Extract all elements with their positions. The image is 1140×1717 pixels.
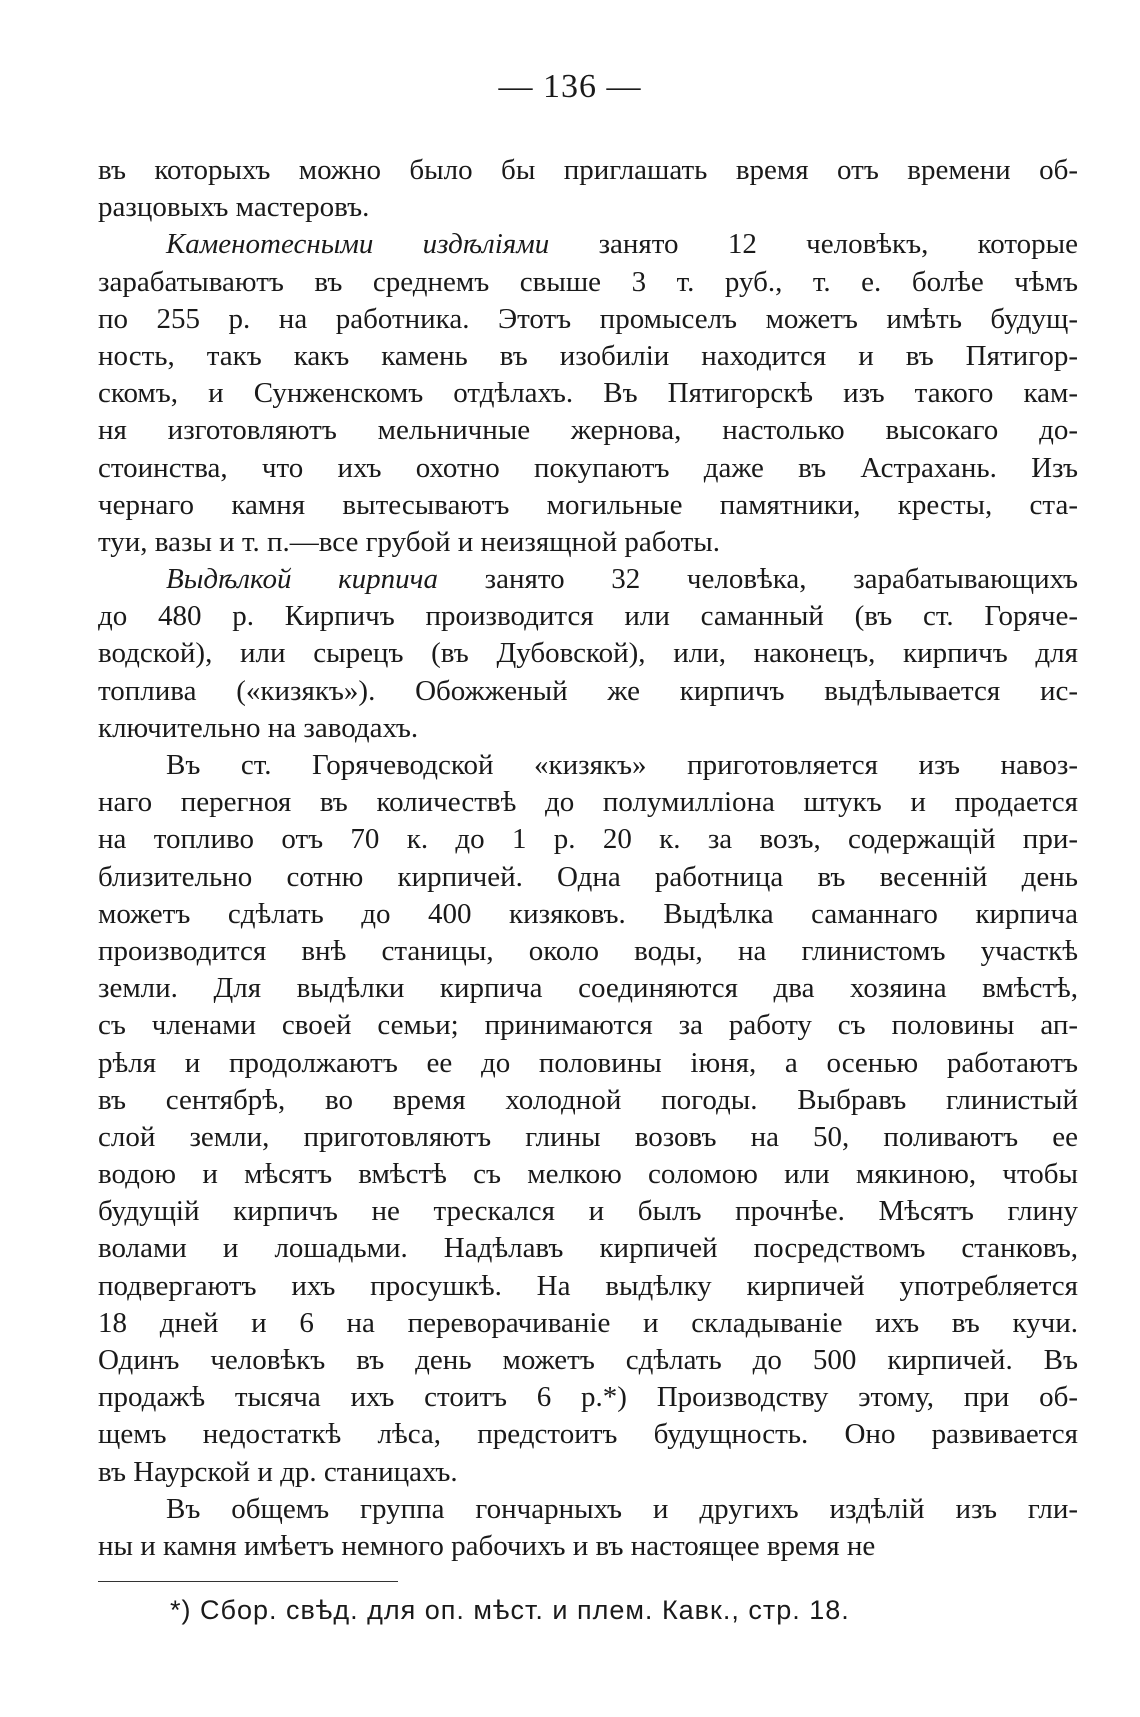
text-line <box>98 1007 1078 1044</box>
text-line <box>98 821 1078 858</box>
line-text: волами и лошадьми. Надѣлавъ кирпичей посредствомъ станковъ, <box>98 1232 1078 1265</box>
line-text: чернаго камня вытесываютъ могильные памятники, кресты, ста- <box>98 488 1078 521</box>
line-text: наго перегноя въ количествѣ до полумилліона штукъ и продается <box>98 786 1078 819</box>
line-text: продажѣ тысяча ихъ стоитъ 6 р.*) Производству этому, при об- <box>98 1381 1078 1414</box>
line-text: туи, вазы и т. п.—все грубой и неизящной работы. <box>98 525 720 558</box>
text-line <box>98 412 1078 449</box>
emphasized-term: Каменотесными издѣліями <box>166 228 550 261</box>
line-text: занято 32 человѣка, зарабатывающихъ <box>438 563 1078 596</box>
text-line <box>98 152 1078 189</box>
text-line <box>98 933 1078 970</box>
text-line <box>98 338 1078 375</box>
line-text: стоинства, что ихъ охотно покупаютъ даже въ Астрахань. Изъ <box>98 451 1078 484</box>
line-text: подвергаютъ ихъ просушкѣ. На выдѣлку кирпичей употребляется <box>98 1269 1078 1302</box>
footnote-rule <box>98 1581 398 1582</box>
text-line <box>98 561 1078 598</box>
text-line <box>98 487 1078 524</box>
text-line <box>98 1193 1078 1230</box>
line-text: ня изготовляютъ мельничные жернова, настолько высокаго до- <box>98 414 1078 447</box>
text-line <box>98 301 1078 338</box>
line-text: топлива («кизякъ»). Обожженый же кирпичъ выдѣлывается ис- <box>98 674 1078 707</box>
text-line <box>98 524 1078 561</box>
text-line <box>98 1119 1078 1156</box>
line-text: скомъ, и Сунженскомъ отдѣлахъ. Въ Пятигорскѣ изъ такого кам- <box>98 377 1078 410</box>
text-line <box>98 1268 1078 1305</box>
line-text: производится внѣ станицы, около воды, на глинистомъ участкѣ <box>98 934 1078 967</box>
text-line <box>98 450 1078 487</box>
line-text: въ Наурской и др. станицахъ. <box>98 1455 458 1488</box>
text-line <box>98 226 1078 263</box>
emphasized-term: Выдѣлкой кирпича <box>166 563 439 596</box>
text-line <box>98 598 1078 635</box>
text-line <box>98 1528 1078 1565</box>
text-line <box>98 1342 1078 1379</box>
line-text: ность, такъ какъ камень въ изобиліи находится и въ Пятигор- <box>98 339 1078 372</box>
text-line <box>98 189 1078 226</box>
text-line <box>98 1491 1078 1528</box>
line-text: ны и камня имѣетъ немного рабочихъ и въ настоящее время не <box>98 1529 876 1562</box>
line-text: занято 12 человѣкъ, которые <box>549 228 1078 261</box>
line-text: Въ ст. Горячеводской «кизякъ» приготовляется изъ навоз- <box>166 749 1078 781</box>
text-line <box>98 264 1078 301</box>
text-line <box>98 1156 1078 1193</box>
text-line <box>98 1230 1078 1267</box>
text-line <box>98 375 1078 412</box>
line-text: рѣля и продолжаютъ ее до половины іюня, а осенью работаютъ <box>98 1046 1078 1079</box>
text-line <box>98 710 1078 747</box>
text-line <box>98 1082 1078 1119</box>
line-text: до 480 р. Кирпичъ производится или саманный (въ ст. Горяче- <box>98 600 1078 633</box>
line-text: разцовыхъ мастеровъ. <box>98 191 370 224</box>
text-line <box>98 1305 1078 1342</box>
line-text: слой земли, приготовляютъ глины возовъ на 50, поливаютъ ее <box>98 1120 1078 1153</box>
text-line <box>98 784 1078 821</box>
line-text: водою и мѣсятъ вмѣстѣ съ мелкою соломою или мякиною, чтобы <box>98 1158 1078 1191</box>
text-line <box>98 859 1078 896</box>
line-text: въ которыхъ можно было бы приглашать время отъ времени об- <box>98 154 1078 186</box>
line-text: съ членами своей семьи; принимаются за работу съ половины ап- <box>98 1009 1078 1042</box>
text-line <box>98 1454 1078 1491</box>
text-line <box>98 747 1078 784</box>
text-line <box>98 970 1078 1007</box>
line-text: Одинъ человѣкъ въ день можетъ сдѣлать до 500 кирпичей. Въ <box>98 1344 1078 1376</box>
line-text: земли. Для выдѣлки кирпича соединяются два хозяина вмѣстѣ, <box>98 972 1078 1005</box>
page-number: — 136 — <box>498 68 642 105</box>
text-line <box>98 673 1078 710</box>
line-text: можетъ сдѣлать до 400 кизяковъ. Выдѣлка саманнаго кирпича <box>98 897 1078 930</box>
line-text: зарабатываютъ въ среднемъ свыше 3 т. руб., т. е. болѣе чѣмъ <box>98 265 1078 298</box>
text-line <box>98 1045 1078 1082</box>
line-text: близительно сотню кирпичей. Одна работница въ весенній день <box>98 860 1078 893</box>
line-text: въ сентябрѣ, во время холодной погоды. Выбравъ глинистый <box>98 1083 1078 1116</box>
line-text: 18 дней и 6 на переворачиваніе и складываніе ихъ въ кучи. <box>98 1306 1078 1339</box>
text-line <box>98 635 1078 672</box>
line-text: будущій кирпичъ не трескался и былъ прочнѣе. Мѣсятъ глину <box>98 1195 1078 1228</box>
text-line <box>98 1416 1078 1453</box>
body-text <box>98 152 1078 1565</box>
text-line <box>98 1379 1078 1416</box>
line-text: щемъ недостаткѣ лѣса, предстоитъ будущность. Оно развивается <box>98 1418 1078 1451</box>
text-line <box>98 896 1078 933</box>
line-text: Въ общемъ группа гончарныхъ и другихъ издѣлій изъ гли- <box>166 1492 1078 1525</box>
line-text: ключительно на заводахъ. <box>98 711 419 744</box>
line-text: на топливо отъ 70 к. до 1 р. 20 к. за возъ, содержащій при- <box>98 823 1078 856</box>
footnote: *) Сбор. свѣд. для оп. мѣст. и плем. Кавк., стр. 18. <box>170 1595 850 1625</box>
line-text: водской), или сырецъ (въ Дубовской), или, наконецъ, кирпичъ для <box>98 637 1078 670</box>
line-text: по 255 р. на работника. Этотъ промыселъ можетъ имѣть будущ- <box>98 302 1078 335</box>
